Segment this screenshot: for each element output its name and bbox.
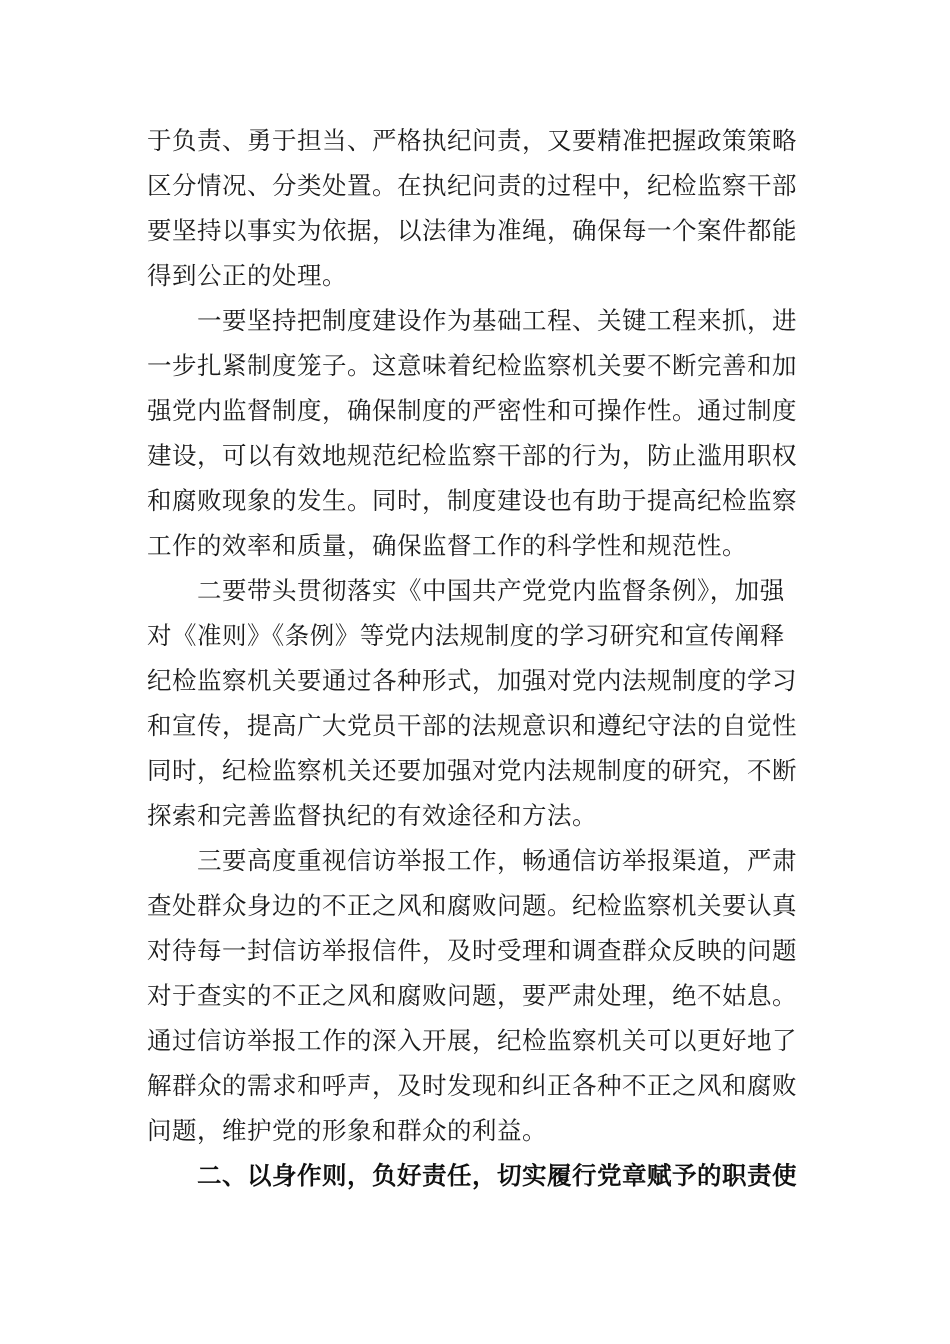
text-line: 工作的效率和质量，确保监督工作的科学性和规范性。 (147, 531, 747, 560)
text-line: 和宣传，提高广大党员干部的法规意识和遵纪守法的自觉性 (147, 711, 797, 740)
text-line: 一要坚持把制度建设作为基础工程、关键工程来抓，进 (197, 306, 797, 335)
paragraph-continuation (147, 118, 807, 298)
section-heading: 二、以身作则，负好责任，切实履行党章赋予的职责使 (197, 1161, 797, 1190)
document-body (147, 118, 807, 1198)
text-line: 同时，纪检监察机关还要加强对党内法规制度的研究，不断 (147, 756, 797, 785)
text-line: 对待每一封信访举报信件，及时受理和调查群众反映的问题 (147, 936, 797, 965)
paragraph-petitions (147, 838, 807, 1153)
text-line: 三要高度重视信访举报工作，畅通信访举报渠道，严肃 (197, 846, 797, 875)
text-line: 纪检监察机关要通过各种形式，加强对党内法规制度的学习 (147, 666, 797, 695)
text-line: 要坚持以事实为依据，以法律为准绳，确保每一个案件都能 (147, 216, 797, 245)
text-line: 对于查实的不正之风和腐败问题，要严肃处理，绝不姑息。 (147, 981, 797, 1010)
text-line: 对《准则》《条例》等党内法规制度的学习研究和宣传阐释 (147, 621, 785, 650)
text-line: 于负责、勇于担当、严格执纪问责，又要精准把握政策策略 (147, 126, 797, 155)
text-line: 通过信访举报工作的深入开展，纪检监察机关可以更好地了 (147, 1026, 797, 1055)
text-line: 和腐败现象的发生。同时，制度建设也有助于提高纪检监察 (147, 486, 797, 515)
text-line: 解群众的需求和呼声，及时发现和纠正各种不正之风和腐败 (147, 1071, 797, 1100)
text-line: 问题，维护党的形象和群众的利益。 (147, 1116, 547, 1145)
text-line: 二要带头贯彻落实《中国共产党党内监督条例》，加强 (197, 576, 785, 605)
paragraph-regulations (147, 568, 807, 838)
text-line: 建设，可以有效地规范纪检监察干部的行为，防止滥用职权 (147, 441, 797, 470)
text-line: 强党内监督制度，确保制度的严密性和可操作性。通过制度 (147, 396, 797, 425)
text-line: 一步扎紧制度笼子。这意味着纪检监察机关要不断完善和加 (147, 351, 797, 380)
text-line: 区分情况、分类处置。在执纪问责的过程中，纪检监察干部 (147, 171, 797, 200)
paragraph-system-building (147, 298, 807, 568)
text-line: 查处群众身边的不正之风和腐败问题。纪检监察机关要认真 (147, 891, 797, 920)
text-line: 得到公正的处理。 (147, 261, 347, 290)
text-line: 探索和完善监督执纪的有效途径和方法。 (147, 801, 597, 830)
